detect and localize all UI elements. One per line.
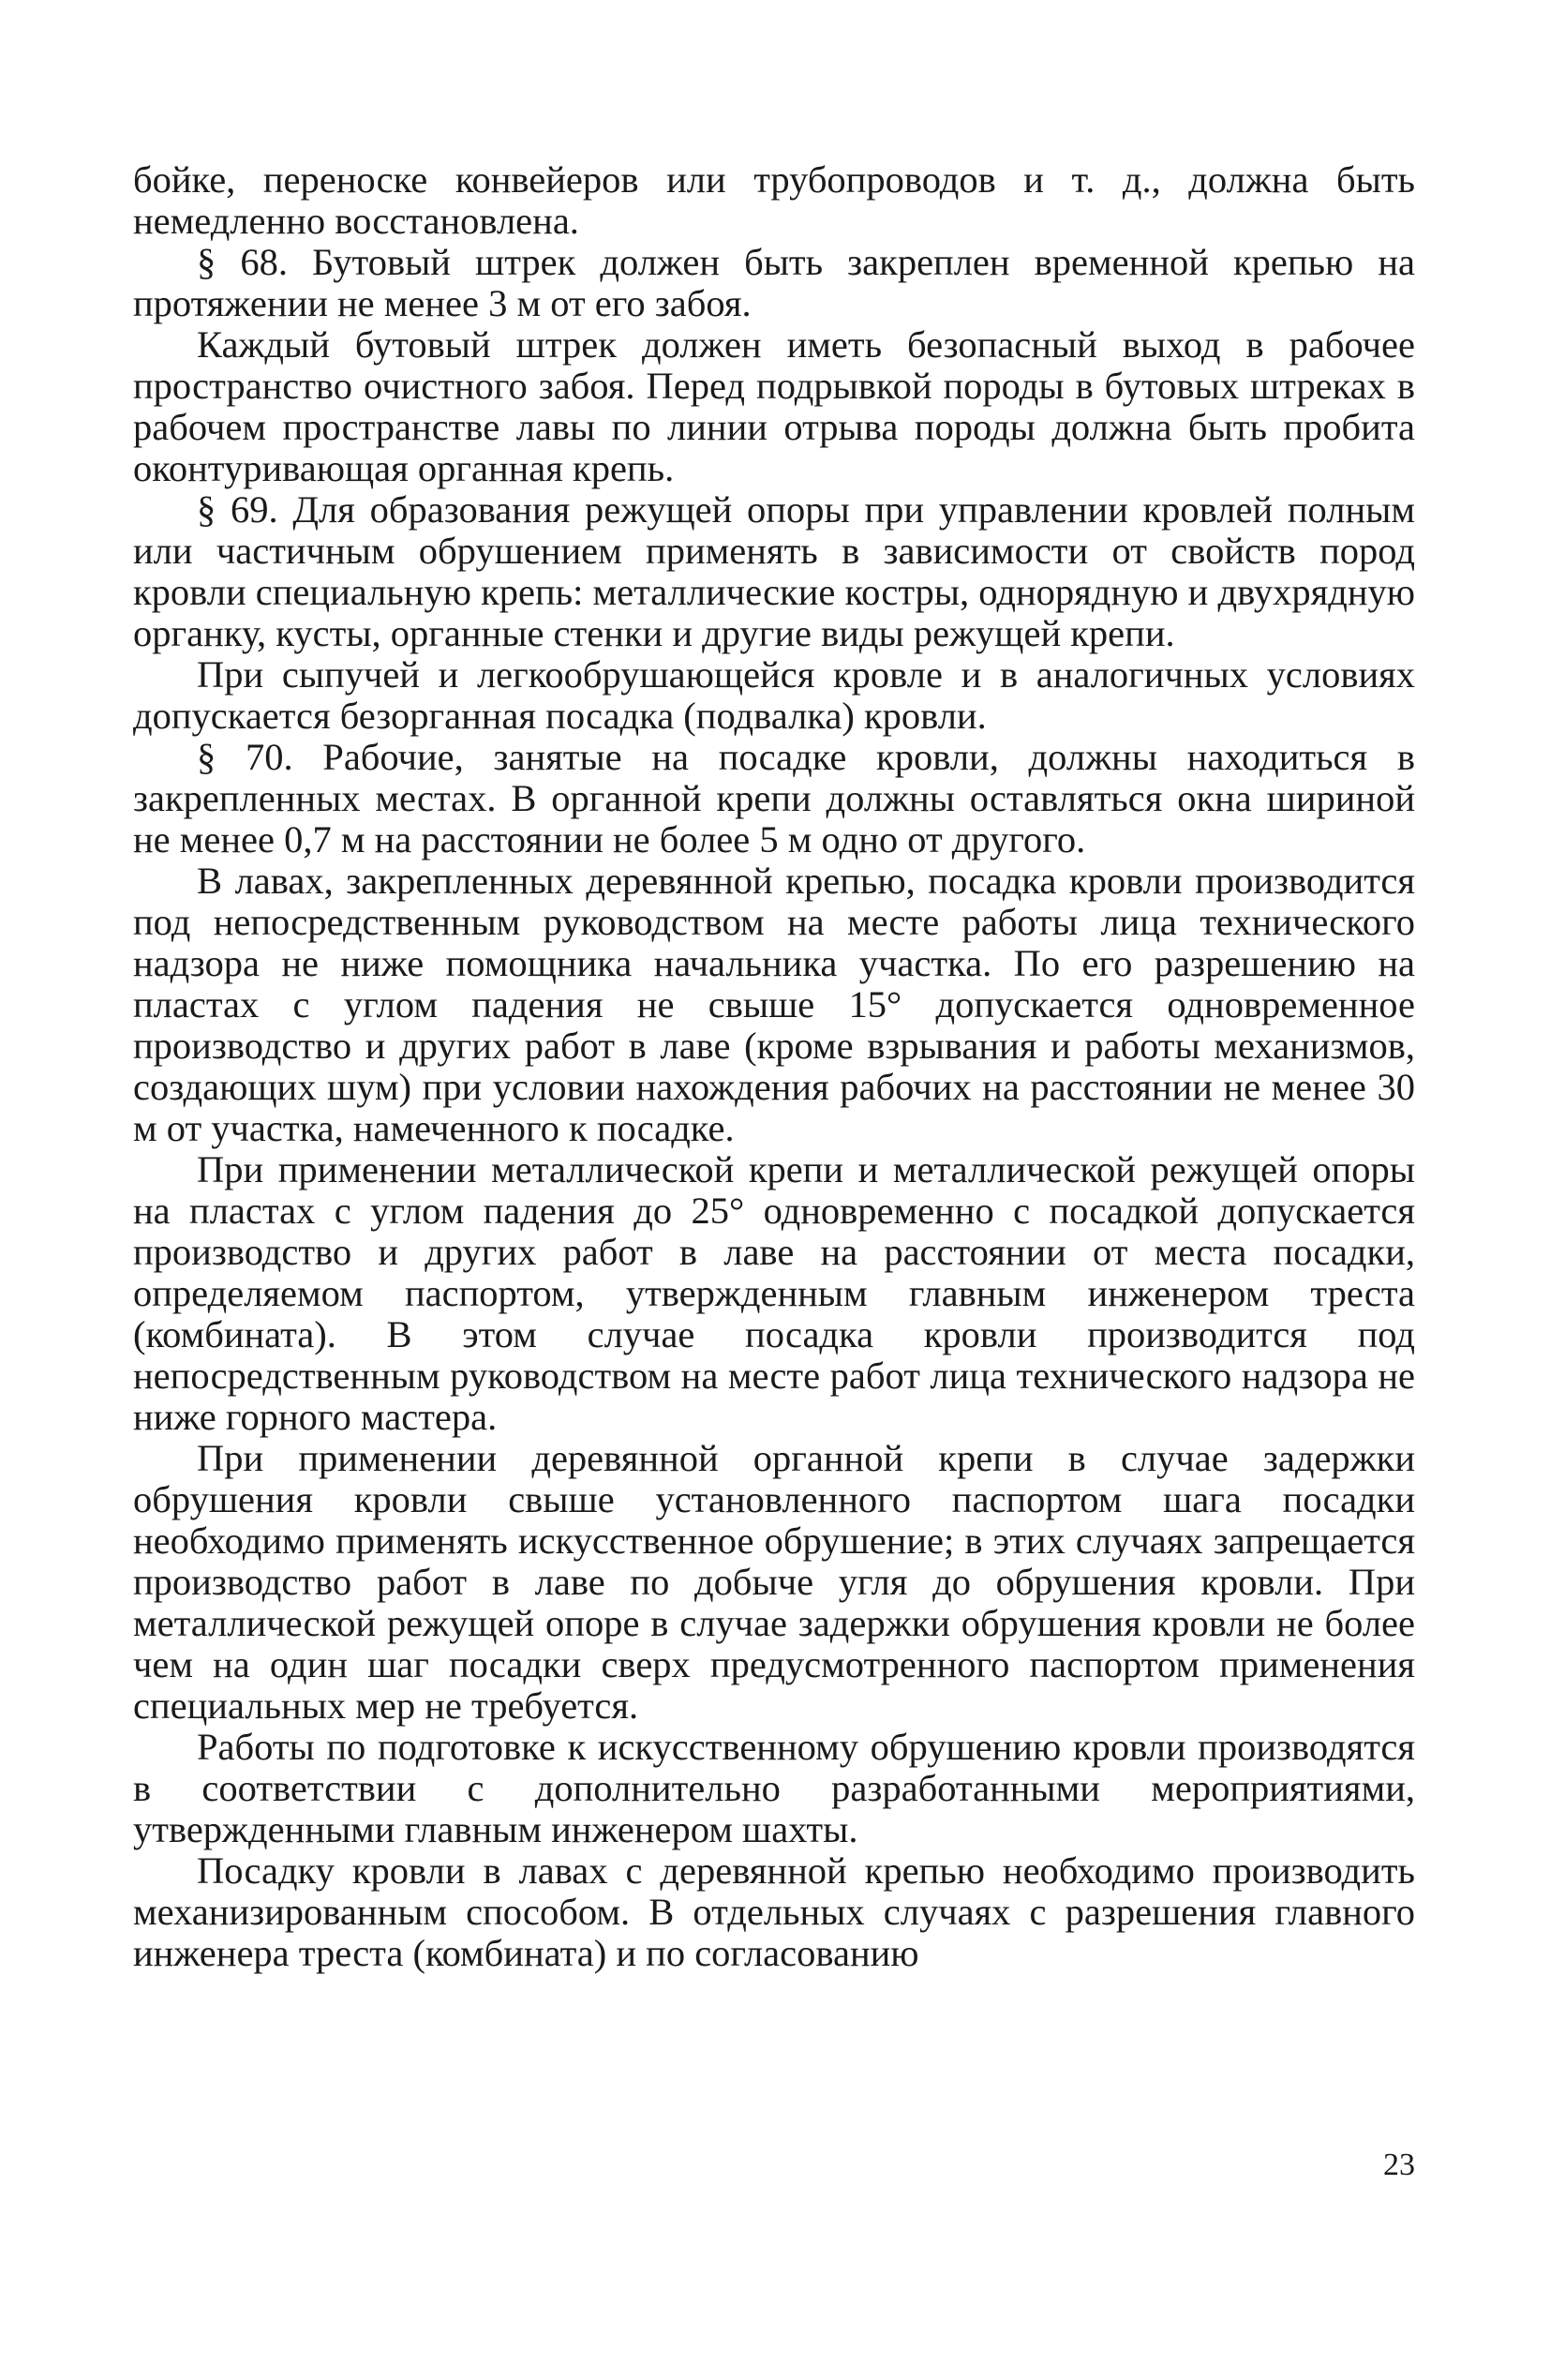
paragraph-bute-drift-exit: Каждый бутовый штрек должен иметь безопасный выход в рабочее пространство очистного забоя. Перед подрывкой породы в бутовых штреках в рабочем пространстве лавы по линии отрыва породы должна быть пробита оконтуривающая органная крепь. [133, 323, 1415, 489]
paragraph-artificial-caving: При применении деревянной органной крепи в случае задержки обрушения кровли свыше установленного паспортом шага посадки необходимо применять искусственное обрушение; в этих случаях запрещается производство работ в лаве по добыче угля до обрушения кровли. При металлической режущей опоре в случае задержки обрушения кровли не более чем на один шаг посадки сверх предусмотренного паспортом применения специальных мер не требуется. [133, 1437, 1415, 1727]
paragraph-section-68: § 68. Бутовый штрек должен быть закреплен временной крепью на протяжении не менее 3 м от его забоя. [133, 241, 1415, 324]
paragraph-section-69: § 69. Для образования режущей опоры при управлении кровлей полным или частичным обрушением применять в зависимости от свойств пород кровли специальную крепь: металлические костры, однорядную и двухрядную органку, кусты, органные стенки и другие виды режущей крепи. [133, 488, 1415, 654]
paragraph-wooden-support: В лавах, закрепленных деревянной крепью, посадка кровли производится под непосредственным руководством на месте работы лица технического надзора не ниже помощника начальника участка. По его разрешению на пластах с углом падения не свыше 15° допускается одновременное производство и других работ в лаве (кроме взрывания и работы механизмов, создающих шум) при условии нахождения рабочих на расстоянии не менее 30 м от участка, намеченного к посадке. [133, 860, 1415, 1149]
paragraph-continuation: бойке, переноске конвейеров или трубопроводов и т. д., должна быть немедленно восстановлена. [133, 158, 1415, 242]
paragraph-metal-support: При применении металлической крепи и металлической режущей опоры на пластах с углом падения до 25° одновременно с посадкой допускается производство и других работ в лаве на расстоянии от места посадки, определяемом паспортом, утвержденным главным инженером треста (комбината). В этом случае посадка кровли производится под непосредственным руководством на месте работ лица технического надзора не ниже горного мастера. [133, 1148, 1415, 1438]
page-number: 23 [1383, 2148, 1415, 2182]
document-page [133, 159, 1415, 1974]
paragraph-mechanized-caving: Посадку кровли в лавах с деревянной крепью необходимо производить механизированным способом. В отдельных случаях с разрешения главного инженера треста (комбината) и по согласованию [133, 1849, 1415, 1974]
paragraph-loose-roof: При сыпучей и легкообрушающейся кровле и в аналогичных условиях допускается безорганная посадка (подвалка) кровли. [133, 653, 1415, 737]
paragraph-section-70: § 70. Рабочие, занятые на посадке кровли, должны находиться в закрепленных местах. В органной крепи должны оставляться окна шириной не менее 0,7 м на расстоянии не более 5 м одно от другого. [133, 736, 1415, 861]
paragraph-preparation-works: Работы по подготовке к искусственному обрушению кровли производятся в соответствии с дополнительно разработанными мероприятиями, утвержденными главным инженером шахты. [133, 1726, 1415, 1850]
